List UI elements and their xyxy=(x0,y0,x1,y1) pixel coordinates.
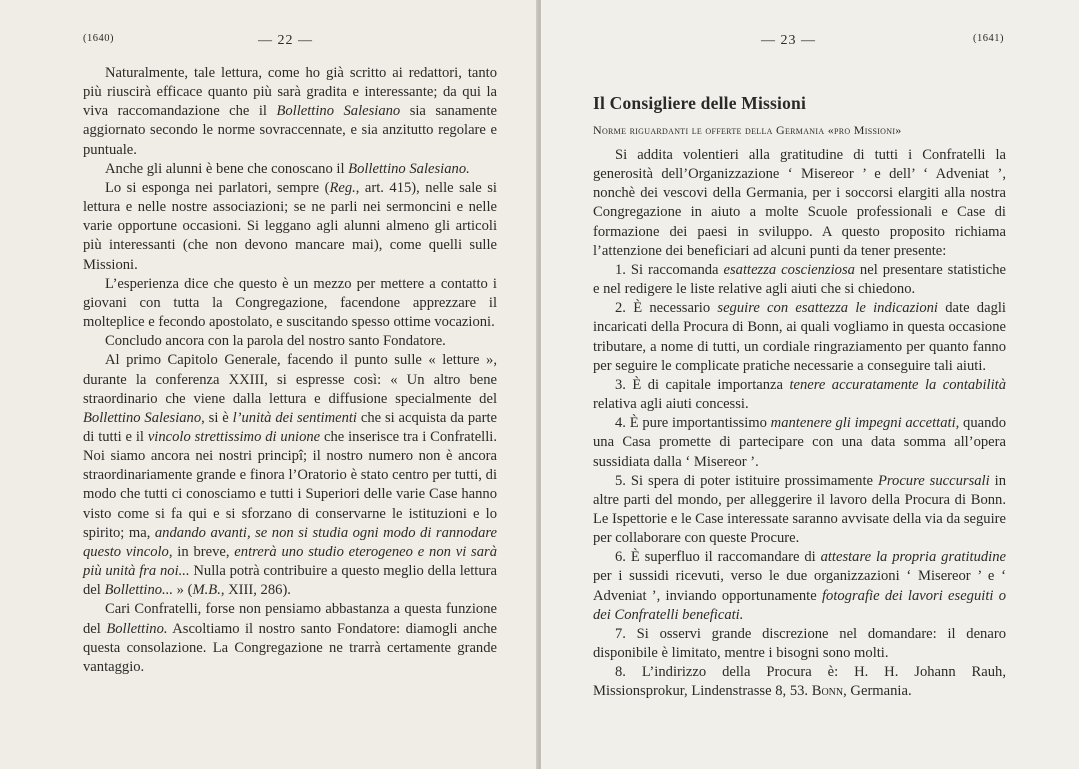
paragraph: Naturalmente, tale lettura, come ho già scritto ai redattori, tanto più riuscirà efficace quanto più sarà gradita e interessante; da qui la viva raccomandazione che il Bollettino Salesiano sia sanamente aggiornato secondo le norme sovraccennate, e sia anzitutto regolare e puntuale. xyxy=(83,65,497,158)
section-title: Il Consigliere delle Missioni xyxy=(593,93,807,113)
paragraph: Cari Confratelli, forse non pensiamo abbastanza a questa funzione del Bollettino. Ascoltiamo il nostro santo Fondatore: diamogli anche questa consolazione. La Congregazione ne trarrà certamente grande vantaggio. xyxy=(83,601,497,675)
left-header-code: (1640) xyxy=(83,33,114,44)
paragraph: Si addita volentieri alla gratitudine di tutti i Confratelli la generosità dell’Organizzazione ‘ Misereor ’ e dell’ ‘ Adveniat ’, nonchè dei vescovi della Germania, per i soccorsi elargiti alla nostra Congregazione in aiuto a molte Scuole professionali e Case di formazione dei paesi in sviluppo. A questo proposito richiama l’attenzione dei beneficiari ad alcuni punti da tener presente: xyxy=(593,147,1006,259)
list-item: 6. È superfluo il raccomandare di attestare la propria gratitudine per i sussidi ricevuti, verso le due organizzazioni ‘ Misereor ’ e ‘ Adveniat ’, inviando opportunamente fotografie dei lavori eseguiti o dei Confratelli beneficati. xyxy=(593,549,1007,623)
paragraph: Lo si esponga nei parlatori, sempre (Reg., art. 415), nelle sale si lettura e nelle nostre associazioni; se ne parli nei sermoncini e nelle varie opportune occasioni. Si leggano agli alunni almeno gli articoli più interessanti (che non devono mancare mai), come quelli sulle Missioni. xyxy=(83,179,497,273)
list-item: 4. È pure importantissimo mantenere gli impegni accettati, quando una Casa promette di partecipare con una data somma all’opera sussidiata dalla ‘ Misereor ’. xyxy=(593,415,1006,470)
paragraph: Anche gli alunni è bene che conoscano il Bollettino Salesiano. xyxy=(105,160,470,177)
paragraph: Concludo ancora con la parola del nostro santo Fondatore. xyxy=(105,333,446,350)
list-item: 3. È di capitale importanza tenere accuratamente la contabilità relativa agli aiuti concessi. xyxy=(593,376,1006,413)
right-header-code: (1641) xyxy=(973,33,1004,44)
list-item: 7. Si osservi grande discrezione nel domandare: il denaro disponibile è limitato, mentre i bisogni sono molti. xyxy=(593,625,1006,662)
list-item: 2. È necessario seguire con esattezza le indicazioni date dagli incaricati della Procura di Bonn, ai quali vogliamo in questa occasione tributare, a nome di tutti, un cordiale ringraziamento per quanto fanno per seguire le complicate pratiche necessarie a conseguire tali aiuti. xyxy=(593,300,1006,374)
left-page xyxy=(0,0,538,769)
right-page-number: — 23 — xyxy=(761,33,816,48)
right-page xyxy=(541,0,1079,769)
left-body-text xyxy=(83,64,497,677)
list-item: 5. Si spera di poter istituire prossimamente Procure succursali in altre parti del mondo, per alleggerire il lavoro della Procura di Bonn. Le Ispettorie e le Case interessate saranno avvisate della via da seguire per collaborare con queste Procure. xyxy=(593,472,1006,547)
left-page-number: — 22 — xyxy=(258,33,313,48)
paragraph: Al primo Capitolo Generale, facendo il punto sulle « letture », durante la conferenza XXIII, si espresse così: « Un altro bene straordinario che viene dalla lettura e diffusione specialmente del Bollettino Salesiano, si è l’unità dei sentimenti che si acquista da parte di tutti e il vincolo strettissimo di unione che inserisce tra i Confratelli. Noi siamo ancora nei nostri principî; il nostro numero non è ancora straordinariamente grande e finora l’Oratorio è stato centro per tutti, di modo che tutti ci conosciamo e tutti i Superiori delle varie Case hanno visto come si fa qui e si sforzano di conservarne le istituzioni e lo spirito; ma, andando avanti, se non si studia ogni modo di rannodare questo vincolo, in breve, entrerà uno studio eterogeneo e non vi sarà più unità fra noi... Nulla potrà contribuire a questo meglio della lettura del Bollettino... » (M.B., XIII, 286). xyxy=(83,352,498,599)
section-subtitle: Norme riguardanti le offerte della Germania «pro Missioni» xyxy=(593,123,902,137)
list-item: 1. Si raccomanda esattezza coscienziosa nel presentare statistiche e nel redigere le liste relative agli aiuti che si chiedono. xyxy=(593,261,1006,298)
right-body-text xyxy=(593,146,1006,702)
paragraph: L’esperienza dice che questo è un mezzo per mettere a contatto i giovani con tutta la Congregazione, facendone apprezzare il molteplice e fecondo apostolato, e suscitando spesso ottime vocazioni. xyxy=(83,275,497,331)
list-item: 8. L’indirizzo della Procura è: H. H. Johann Rauh, Missionsprokur, Lindenstrasse 8, 53. Bonn, Germania. xyxy=(593,664,1006,700)
